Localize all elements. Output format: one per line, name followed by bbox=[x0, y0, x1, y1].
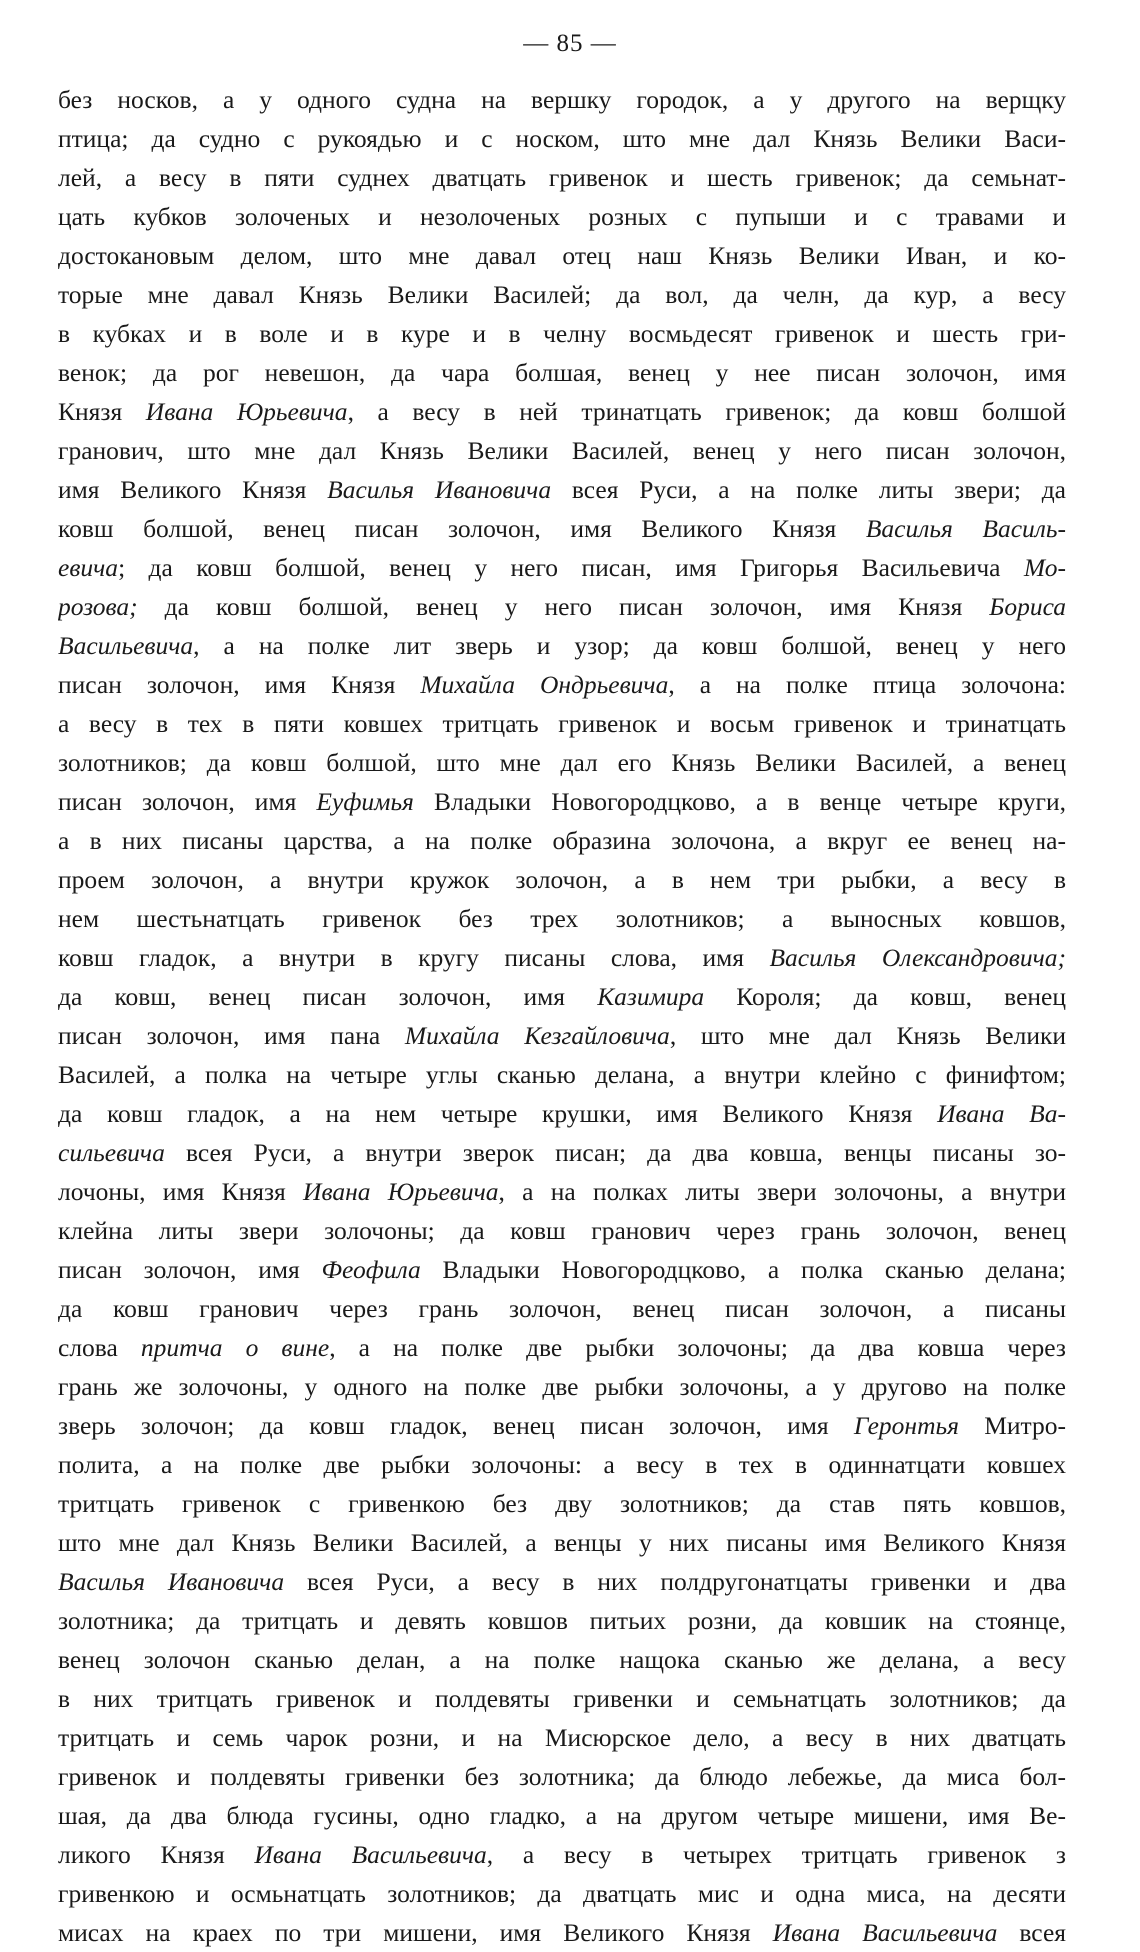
text-line: а весу в тех в пяти ковшех тритцать гривенок и восьм гривенок и тринатцать bbox=[58, 709, 1066, 738]
text-line: венец золочон сканью делан, а на полке нащока сканью же делана, а весу bbox=[58, 1645, 1066, 1674]
text-line: Васильевича, а на полке лит зверь и узор; да ковш болшой, венец у него bbox=[58, 631, 1066, 660]
text-line: лочоны, имя Князя Ивана Юрьевича, а на полках литы звери золочоны, а внутри bbox=[58, 1177, 1066, 1206]
text-line: лей, а весу в пяти суднех дватцать гривенок и шесть гривенок; да семьнат- bbox=[58, 163, 1066, 192]
italic-name: Ивана Ва- bbox=[937, 1099, 1066, 1128]
italic-name: Михайла Ондрьевича bbox=[420, 670, 669, 699]
text-line: клейна литы звери золочоны; да ковш гранович через грань золочон, венец bbox=[58, 1216, 1066, 1245]
text-line: нем шестьнатцать гривенок без трех золотников; а выносных ковшов, bbox=[58, 904, 1066, 933]
italic-name: Геронтья bbox=[853, 1411, 959, 1440]
text-line: писан золочон, имя пана Михайла Кезгайловича, што мне дал Князь Велики bbox=[58, 1021, 1066, 1050]
text-line: писан золочон, имя Еуфимья Владыки Новогородцково, а в венце четыре круги, bbox=[58, 787, 1066, 816]
text-line: грань же золочоны, у одного на полке две рыбки золочоны, а у другово на полке bbox=[58, 1372, 1066, 1401]
text-line: гранович, што мне дал Князь Велики Василей, венец у него писан золочон, bbox=[58, 436, 1066, 465]
text-line: да ковш гладок, а на нем четыре крушки, имя Великого Князя Ивана Ва- bbox=[58, 1099, 1066, 1128]
text-line: Князя Ивана Юрьевича, а весу в ней тринатцать гривенок; да ковш болшой bbox=[58, 397, 1066, 426]
page-number: — 85 — bbox=[523, 30, 617, 57]
text-line: золотников; да ковш болшой, што мне дал его Князь Велики Василей, а венец bbox=[58, 748, 1066, 777]
text-line: сильевича всея Руси, а внутри зверок писан; да два ковша, венцы писаны зо- bbox=[58, 1138, 1066, 1167]
text-line: а в них писаны царства, а на полке образина золочона, а вкруг ее венец на- bbox=[58, 826, 1066, 855]
text-line: да ковш гранович через грань золочон, венец писан золочон, а писаны bbox=[58, 1294, 1066, 1323]
text-line: проем золочон, а внутри кружок золочон, а в нем три рыбки, а весу в bbox=[58, 865, 1066, 894]
italic-name: Феофила bbox=[321, 1255, 421, 1284]
italic-name: сильевича bbox=[58, 1138, 165, 1167]
text-line: торые мне давал Князь Велики Василей; да вол, да челн, да кур, а весу bbox=[58, 280, 1066, 309]
text-line: полита, а на полке две рыбки золочоны: а весу в тех в одиннатцати ковшех bbox=[58, 1450, 1066, 1479]
italic-name: Михайла Кезгайловича bbox=[404, 1021, 670, 1050]
italic-name: евича bbox=[58, 553, 119, 582]
text-line: тритцать гривенок с гривенкою без дву золотников; да став пять ковшов, bbox=[58, 1489, 1066, 1518]
italic-name: розова; bbox=[58, 592, 138, 621]
text-line: тритцать и семь чарок розни, и на Мисюрское дело, а весу в них дватцать bbox=[58, 1723, 1066, 1752]
italic-name: притча о вине bbox=[140, 1333, 330, 1362]
text-line: ликого Князя Ивана Васильевича, а весу в четырех тритцать гривенок з bbox=[58, 1840, 1066, 1869]
text-line: Василья Ивановича всея Руси, а весу в них полдругонатцаты гривенки и два bbox=[58, 1567, 1066, 1596]
italic-name: Бориса bbox=[989, 592, 1066, 621]
text-line: гривенкою и осмьнатцать золотников; да дватцать мис и одна миса, на десяти bbox=[58, 1879, 1066, 1908]
italic-name: Василья Олександровича; bbox=[769, 943, 1066, 972]
italic-name: Васильевича bbox=[58, 631, 194, 660]
text-line: гривенок и полдевяты гривенки без золотника; да блюдо лебежье, да миса бол- bbox=[58, 1762, 1066, 1791]
text-line: в кубках и в воле и в куре и в челну восмьдесят гривенок и шесть гри- bbox=[58, 319, 1066, 348]
italic-name: Ивана Юрьевича bbox=[303, 1177, 499, 1206]
italic-name: Ивана Юрьевича bbox=[145, 397, 348, 426]
italic-name: Ивана Васильевича bbox=[254, 1840, 487, 1869]
text-line: слова притча о вине, а на полке две рыбки золочоны; да два ковша через bbox=[58, 1333, 1066, 1362]
text-line: евича; да ковш болшой, венец у него писан, имя Григорья Васильевича Мо- bbox=[58, 553, 1066, 582]
text-line: золотника; да тритцать и девять ковшов питьих розни, да ковшик на стоянце, bbox=[58, 1606, 1066, 1635]
text-line: шая, да два блюда гусины, одно гладко, а на другом четыре мишени, имя Ве- bbox=[58, 1801, 1066, 1830]
text-line: венок; да рог невешон, да чара болшая, венец у нее писан золочон, имя bbox=[58, 358, 1066, 387]
italic-name: Еуфимья bbox=[316, 787, 414, 816]
text-line: што мне дал Князь Велики Василей, а венцы у них писаны имя Великого Князя bbox=[58, 1528, 1066, 1557]
italic-name: Василья Ивановича bbox=[58, 1567, 285, 1596]
text-line: мисах на краех по три мишени, имя Великого Князя Ивана Васильевича всея bbox=[58, 1918, 1066, 1947]
text-line: Василей, а полка на четыре углы сканью делана, а внутри клейно с финифтом; bbox=[58, 1060, 1066, 1089]
text-line: писан золочон, имя Князя Михайла Ондрьевича, а на полке птица золочона: bbox=[58, 670, 1066, 699]
italic-name: Казимира bbox=[597, 982, 705, 1011]
text-line: ковш болшой, венец писан золочон, имя Великого Князя Василья Василь- bbox=[58, 514, 1066, 543]
text-line: розова; да ковш болшой, венец у него писан золочон, имя Князя Бориса bbox=[58, 592, 1066, 621]
text-line: да ковш, венец писан золочон, имя Казимира Короля; да ковш, венец bbox=[58, 982, 1066, 1011]
text-line: писан золочон, имя Феофила Владыки Новогородцково, а полка сканью делана; bbox=[58, 1255, 1066, 1284]
italic-name: Василья Василь- bbox=[865, 514, 1066, 543]
body-text bbox=[58, 80, 1066, 1952]
text-line: достокановым делом, што мне давал отец наш Князь Велики Иван, и ко- bbox=[58, 241, 1066, 270]
text-line: имя Великого Князя Василья Ивановича всея Руси, а на полке литы звери; да bbox=[58, 475, 1066, 504]
text-line: зверь золочон; да ковш гладок, венец писан золочон, имя Геронтья Митро- bbox=[58, 1411, 1066, 1440]
text-line: ковш гладок, а внутри в кругу писаны слова, имя Василья Олександровича; bbox=[58, 943, 1066, 972]
text-line: без носков, а у одного судна на вершку городок, а у другого на верщку bbox=[58, 85, 1066, 114]
text-line: в них тритцать гривенок и полдевяты гривенки и семьнатцать золотников; да bbox=[58, 1684, 1066, 1713]
italic-name: Василья Ивановича bbox=[327, 475, 552, 504]
text-line: птица; да судно с рукоядью и с носком, што мне дал Князь Велики Васи- bbox=[58, 124, 1066, 153]
italic-name: Мо- bbox=[1023, 553, 1066, 582]
italic-name: Ивана Васильевича bbox=[772, 1918, 998, 1947]
text-line: цать кубков золоченых и незолоченых розных с пупыши и с травами и bbox=[58, 202, 1066, 231]
